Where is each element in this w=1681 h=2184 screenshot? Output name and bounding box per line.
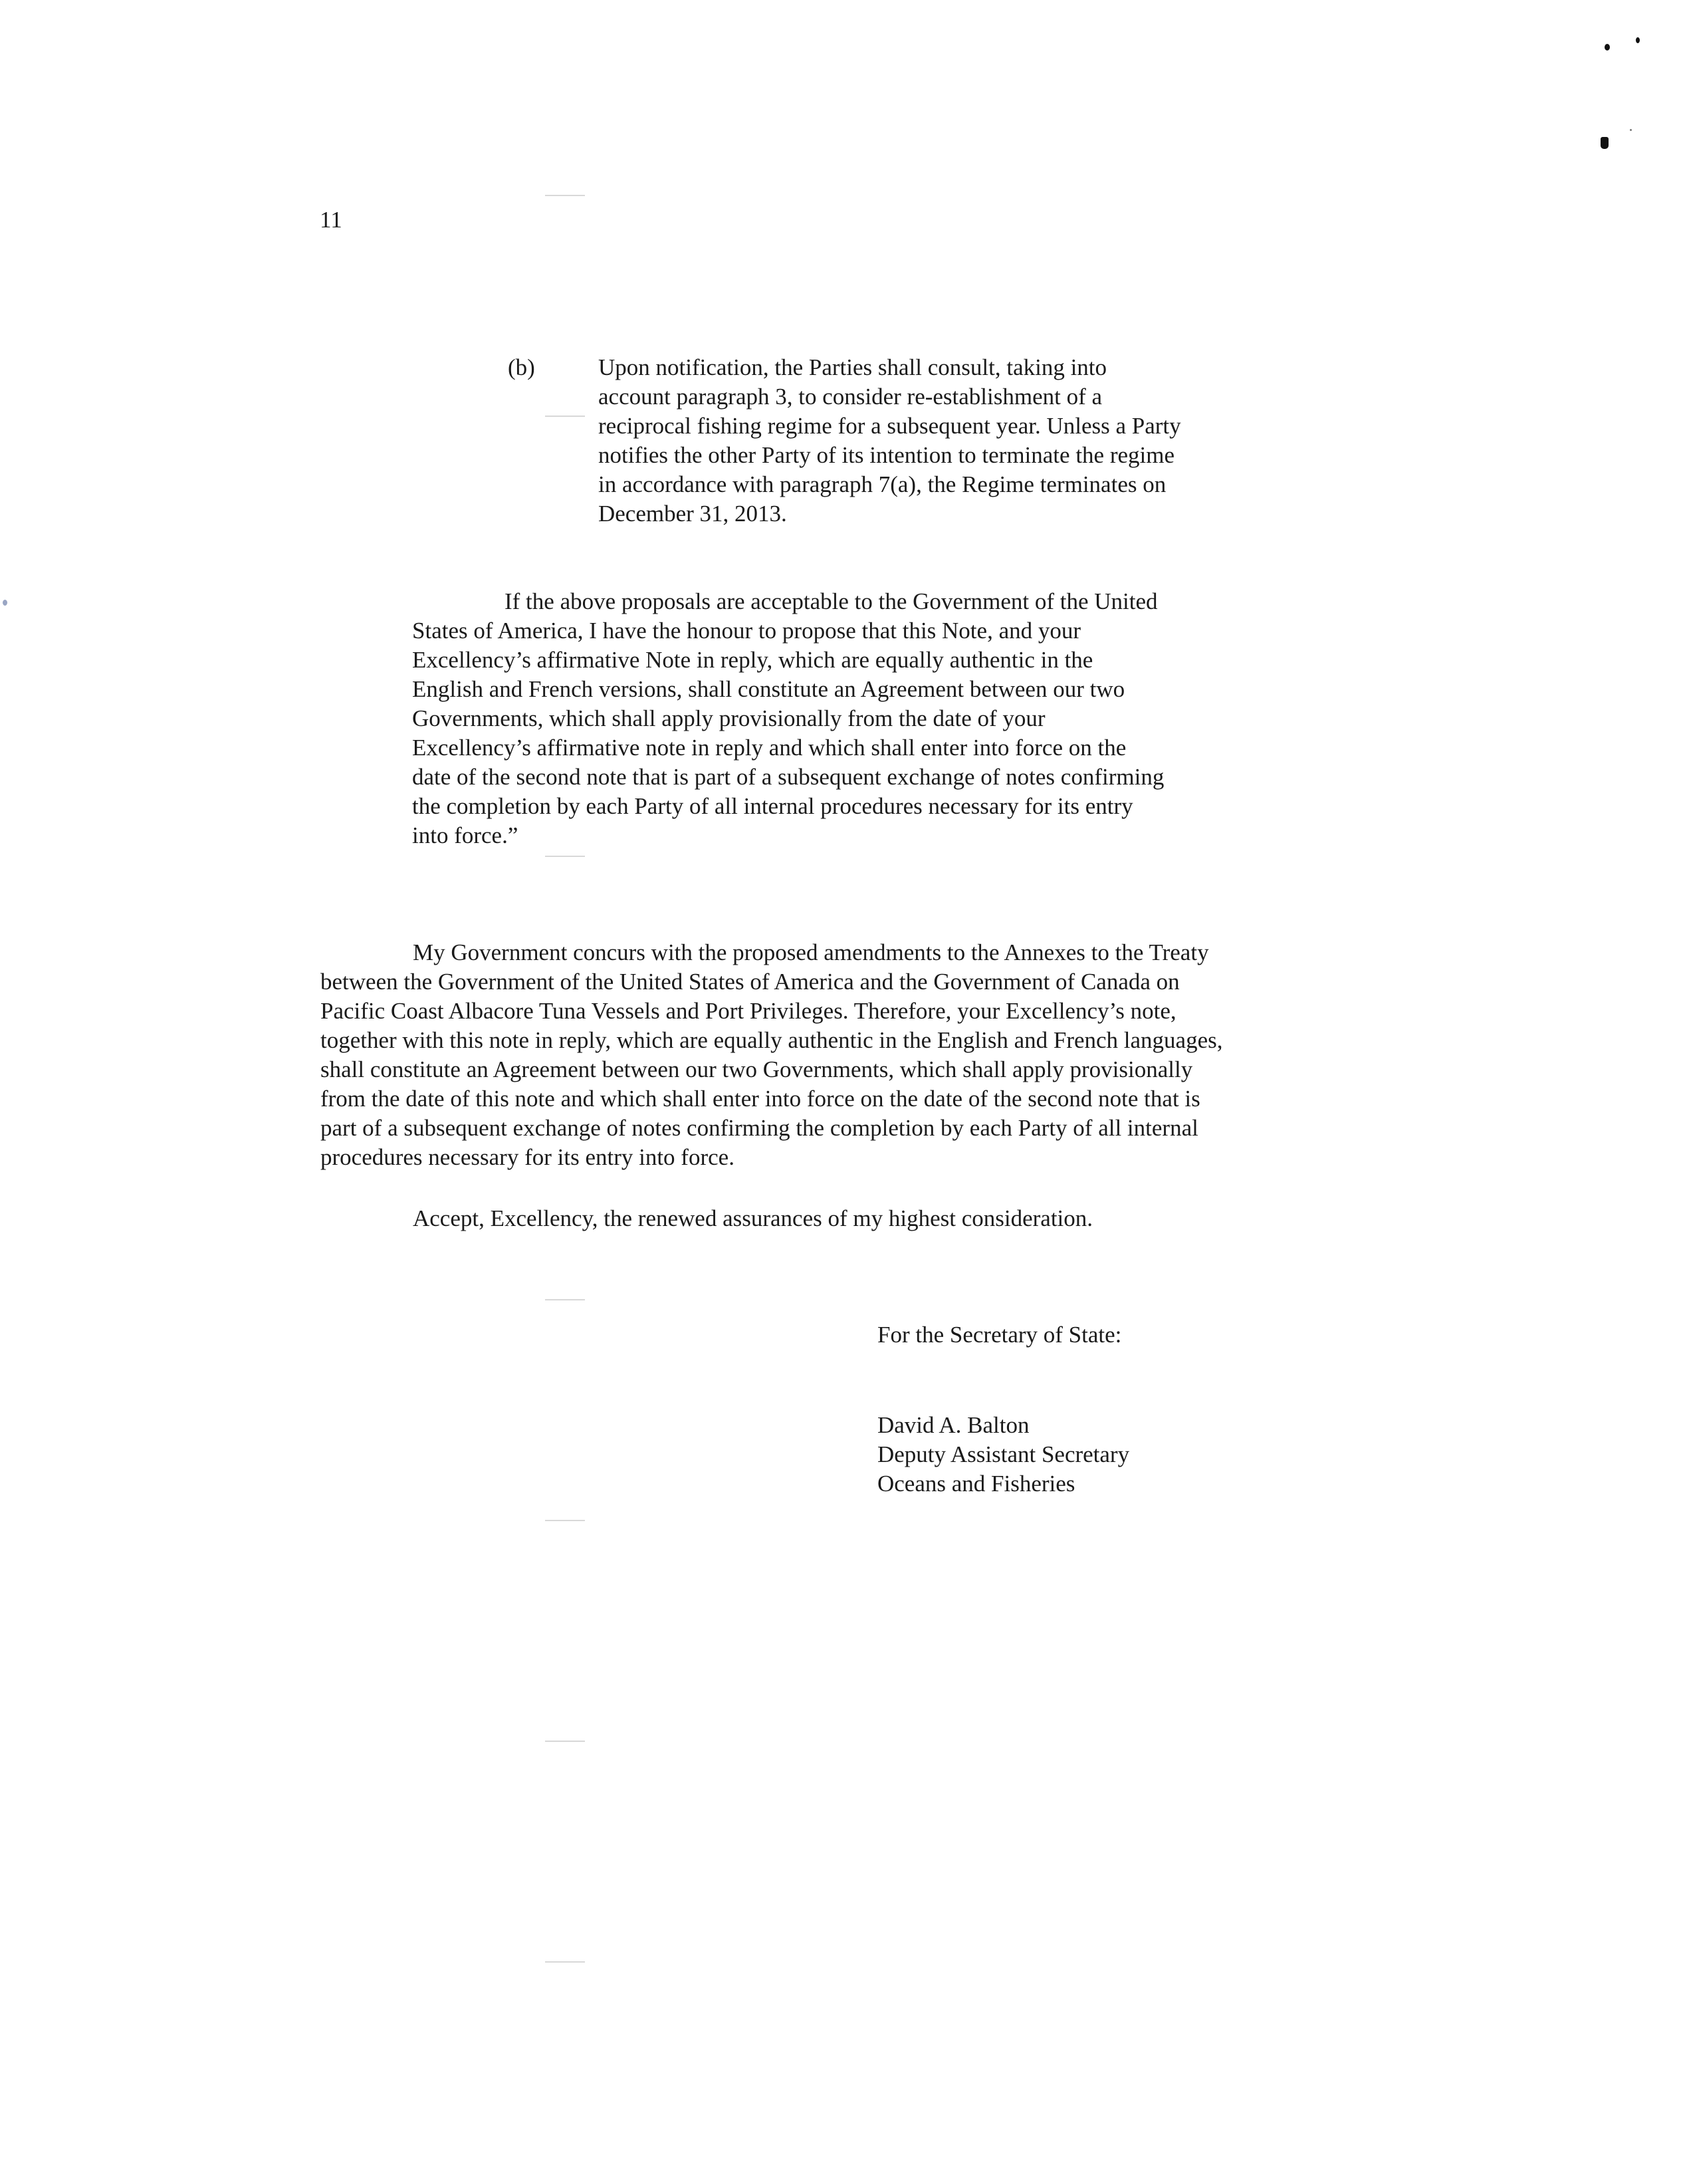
signature-for-line: For the Secretary of State:: [877, 1322, 1122, 1348]
quoted-line: date of the second note that is part of a subsequent exchange of notes confirming: [412, 764, 1165, 790]
quoted-line: If the above proposals are acceptable to the Government of the United: [504, 588, 1158, 614]
quoted-line: Governments, which shall apply provisionally from the date of your: [412, 705, 1046, 731]
concurrence-line: together with this note in reply, which are equally authentic in the English and French languages,: [320, 1027, 1223, 1053]
scan-speck: [1605, 44, 1610, 51]
concurrence-line: part of a subsequent exchange of notes confirming the completion by each Party of all internal: [320, 1115, 1198, 1141]
scan-artifact: [545, 1741, 585, 1742]
scan-artifact: [545, 416, 585, 417]
scan-artifact: [545, 1961, 585, 1963]
concurrence-line: from the date of this note and which shall enter into force on the date of the second note that is: [320, 1086, 1200, 1112]
scan-speck: [1636, 37, 1640, 43]
signer-office: Oceans and Fisheries: [877, 1471, 1075, 1497]
scan-speck: [3, 600, 7, 606]
item-b-line: December 31, 2013.: [598, 501, 787, 527]
concurrence-line: shall constitute an Agreement between our two Governments, which shall apply provisionally: [320, 1056, 1193, 1082]
item-b-text: [598, 353, 1181, 529]
concurrence-paragraph: [320, 938, 1223, 1172]
signer-title: Deputy Assistant Secretary: [877, 1441, 1130, 1467]
scan-speck: [1630, 129, 1632, 131]
scan-artifact: [545, 1299, 585, 1300]
concurrence-line: Pacific Coast Albacore Tuna Vessels and Port Privileges. Therefore, your Excellency’s note,: [320, 998, 1177, 1024]
quoted-line: States of America, I have the honour to propose that this Note, and your: [412, 618, 1081, 644]
signer-name: David A. Balton: [877, 1412, 1030, 1438]
quoted-paragraph: [412, 587, 1164, 850]
item-b-line: account paragraph 3, to consider re-establishment of a: [598, 384, 1103, 410]
quoted-line: Excellency’s affirmative Note in reply, which are equally authentic in the: [412, 647, 1093, 673]
concurrence-line: My Government concurs with the proposed amendments to the Annexes to the Treaty: [413, 939, 1209, 965]
scan-artifact: [545, 856, 585, 857]
quoted-line: into force.”: [412, 822, 518, 848]
quoted-line: English and French versions, shall constitute an Agreement between our two: [412, 676, 1125, 702]
item-b-line: Upon notification, the Parties shall consult, taking into: [598, 354, 1107, 380]
item-b-line: notifies the other Party of its intention to terminate the regime: [598, 442, 1175, 468]
item-b-marker: (b): [508, 354, 535, 380]
concurrence-line: between the Government of the United States of America and the Government of Canada on: [320, 969, 1180, 995]
closing-line: Accept, Excellency, the renewed assurances of my highest consideration.: [413, 1205, 1093, 1231]
scan-artifact: [545, 195, 585, 196]
item-b-line: reciprocal fishing regime for a subsequent year. Unless a Party: [598, 413, 1181, 439]
signature-block: [877, 1320, 1129, 1499]
item-b-line: in accordance with paragraph 7(a), the Regime terminates on: [598, 471, 1167, 497]
quoted-line: Excellency’s affirmative note in reply and which shall enter into force on the: [412, 735, 1127, 761]
signer-block: [877, 1411, 1129, 1499]
page-number: 11: [320, 207, 342, 233]
concurrence-line: procedures necessary for its entry into force.: [320, 1144, 734, 1170]
quoted-line: the completion by each Party of all internal procedures necessary for its entry: [412, 793, 1133, 819]
scan-artifact: [545, 1520, 585, 1521]
scan-speck: [1601, 137, 1609, 149]
